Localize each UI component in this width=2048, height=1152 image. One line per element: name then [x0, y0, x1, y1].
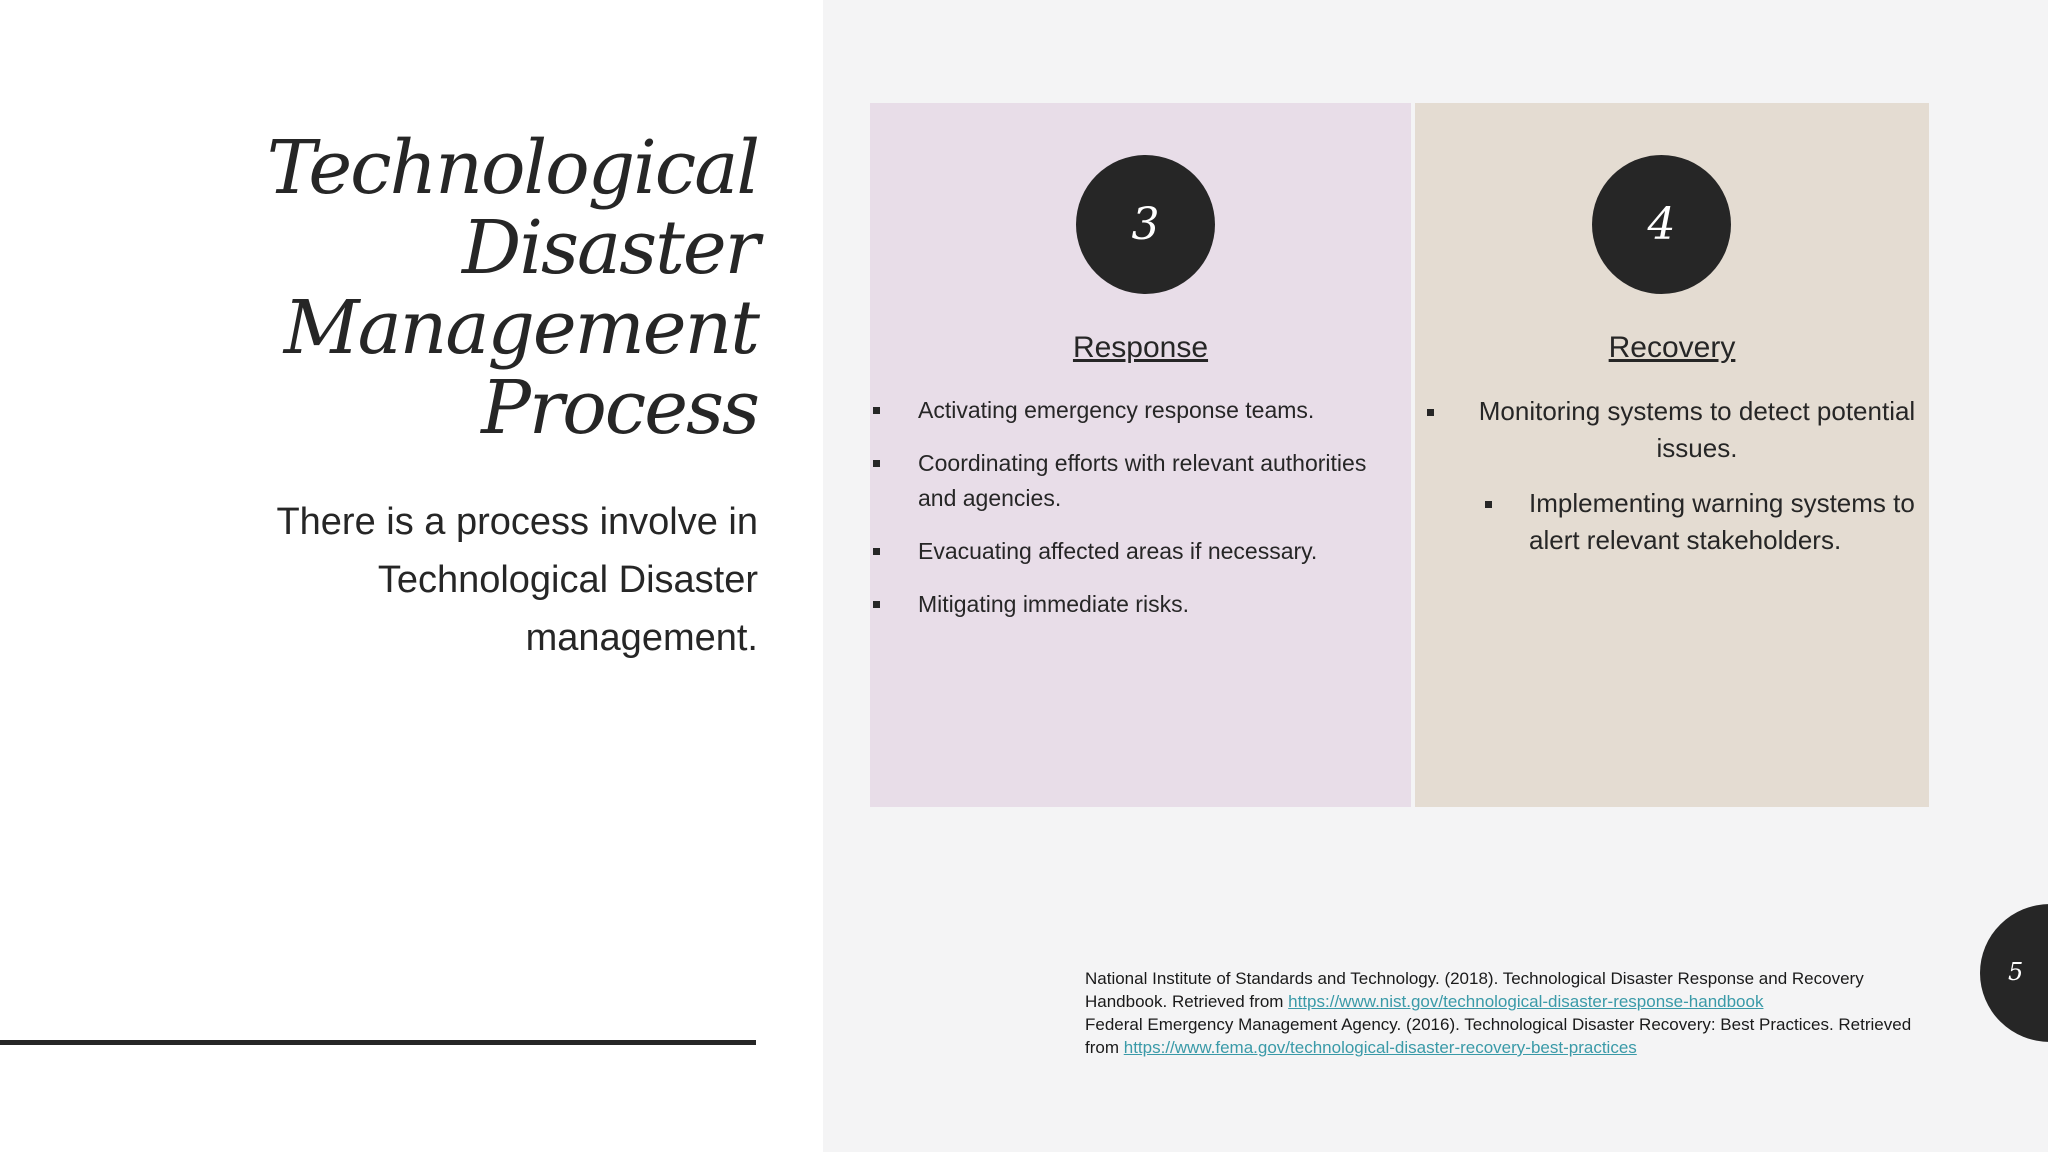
list-item [870, 446, 1400, 516]
step-number-badge: 4 [1592, 155, 1731, 294]
reference-entry [1085, 1013, 1925, 1059]
slide-title [118, 125, 758, 451]
slide-subtitle: There is a process involve in Technological Disaster management. [276, 501, 758, 659]
list-item-text: Monitoring systems to detect potential issues. [1478, 396, 1916, 463]
square-bullet-icon [873, 407, 880, 414]
list-item-text: Implementing warning systems to alert relevant stakeholders. [1529, 488, 1915, 555]
response-list [870, 393, 1400, 640]
title-line: Management [283, 285, 758, 371]
list-item [1415, 393, 1929, 467]
card-heading-recovery: Recovery [1608, 331, 1736, 364]
list-item [870, 393, 1400, 428]
list-item [870, 587, 1400, 622]
response-card [870, 103, 1411, 807]
square-bullet-icon [873, 548, 880, 555]
reference-text: Federal Emergency Management Agency. (2016). Technological Disaster Recovery: Best Practices. Retrieved from [1085, 1015, 1912, 1057]
list-item-text: Activating emergency response teams. [918, 397, 1315, 423]
page-number: 5 [2008, 958, 2024, 986]
list-item [870, 534, 1400, 569]
reference-link[interactable]: https://www.nist.gov/technological-disaster-response-handbook [1288, 992, 1764, 1011]
square-bullet-icon [1427, 409, 1434, 416]
reference-text: National Institute of Standards and Technology. (2018). Technological Disaster Response and Recovery Handbook. Retrieved from [1085, 969, 1864, 1011]
list-item-text: Mitigating immediate risks. [918, 591, 1189, 617]
title-line: Disaster [462, 205, 758, 291]
card-heading-response: Response [1072, 331, 1209, 364]
reference-link[interactable]: https://www.fema.gov/technological-disaster-recovery-best-practices [1123, 1038, 1637, 1057]
title-line: Process [481, 365, 758, 451]
title-line: Technological [266, 125, 758, 211]
divider-line [0, 1040, 756, 1045]
square-bullet-icon [873, 460, 880, 467]
list-item-text: Coordinating efforts with relevant authorities and agencies. [918, 450, 1367, 511]
references [1085, 967, 1925, 1059]
list-item-text: Evacuating affected areas if necessary. [918, 538, 1318, 564]
step-number-badge: 3 [1076, 155, 1215, 294]
square-bullet-icon [873, 601, 880, 608]
recovery-list [1415, 393, 1929, 559]
recovery-card [1415, 103, 1929, 807]
list-item [1415, 485, 1929, 559]
reference-entry [1085, 967, 1925, 1013]
square-bullet-icon [1485, 501, 1492, 508]
